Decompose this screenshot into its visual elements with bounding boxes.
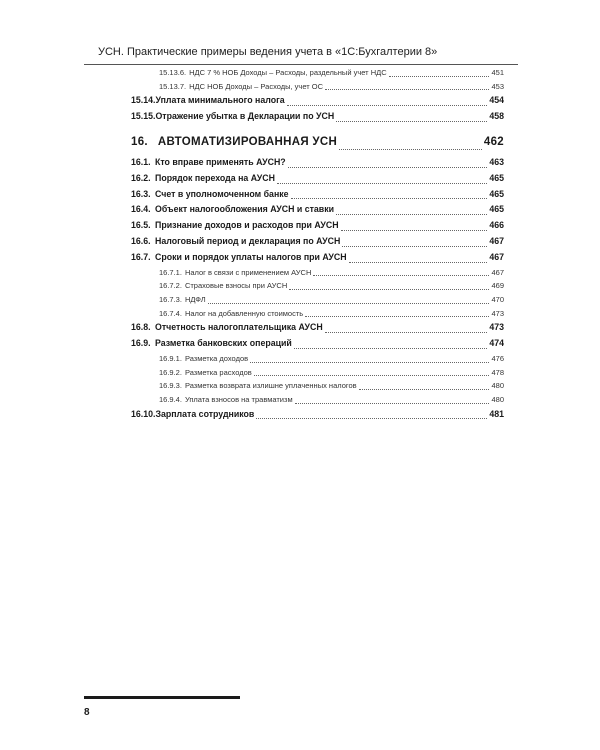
toc-entry-page: 454 [489,95,504,106]
toc-entry-page: 467 [489,235,504,246]
toc-entry-number: 15.15. [131,111,156,122]
dot-leader [287,105,488,106]
toc-entry[interactable] [131,131,504,153]
dot-leader [339,149,482,150]
toc-entry[interactable] [131,307,504,321]
toc-entry[interactable] [131,336,504,352]
toc-entry-title: Разметка банковских операций [155,338,292,349]
dot-leader [359,389,490,390]
toc-entry[interactable] [131,266,504,280]
table-of-contents [131,66,504,422]
toc-entry-number: 16.7.3. [159,294,182,304]
toc-entry-title: Уплата взносов на травматизм [184,394,293,404]
toc-entry-number: 16.9.4. [159,394,182,404]
toc-entry-number: 16.10. [131,408,156,419]
toc-entry-title: Отчетность налогоплательщика АУСН [155,322,323,333]
toc-entry-number: 15.13.6. [159,68,187,77]
toc-entry-page: 467 [489,251,504,262]
toc-entry-page: 458 [489,111,504,122]
toc-entry[interactable] [131,393,504,407]
toc-entry-page: 451 [491,68,504,77]
toc-entry[interactable] [131,80,504,94]
toc-entry[interactable] [131,187,504,203]
toc-entry-title: НДС НОБ Доходы – Расходы, учет ОС [189,81,324,91]
toc-entry-page: 476 [491,353,504,363]
toc-entry-number: 16.9.3. [159,381,182,391]
toc-entry-page: 480 [491,381,504,391]
toc-entry-page: 465 [489,188,504,199]
toc-entry[interactable] [131,93,504,109]
toc-entry-number: 16.1. [131,156,151,167]
toc-entry-page: 470 [491,294,504,304]
toc-entry[interactable] [131,320,504,336]
toc-entry-number: 16.6. [131,235,151,246]
toc-entry-page: 469 [491,281,504,291]
toc-entry-number: 16.7.1. [159,267,182,277]
toc-entry-title: Зарплата сотрудников [155,408,255,419]
toc-entry-number: 16.8. [131,322,151,333]
toc-entry-title: Страховые взносы при АУСН [184,281,288,291]
toc-entry-number: 16.7.4. [159,308,182,318]
toc-entry-number: 15.13.7. [159,81,187,91]
toc-entry-page: 474 [489,338,504,349]
toc-entry-page: 453 [491,81,504,91]
dot-leader [325,332,488,333]
dot-leader [325,89,489,90]
toc-entry-title: Сроки и порядок уплаты налогов при АУСН [155,251,347,262]
toc-entry-title: Отражение убытка в Декларации по УСН [155,111,335,122]
toc-entry-title: Счет в уполномоченном банке [155,188,289,199]
dot-leader [295,403,490,404]
footer-rule [84,696,240,699]
dot-leader [336,121,487,122]
toc-entry-title: Налог на добавленную стоимость [184,308,304,318]
toc-entry-page: 465 [489,172,504,183]
dot-leader [336,214,487,215]
toc-entry[interactable] [131,109,504,125]
toc-entry-title: Налог в связи с применением АУСН [184,267,312,277]
toc-entry[interactable] [131,171,504,187]
dot-leader [341,230,488,231]
toc-entry-number: 16. [131,135,148,148]
toc-entry[interactable] [131,293,504,307]
toc-entry-page: 473 [489,322,504,333]
toc-entry-page: 480 [491,394,504,404]
dot-leader [389,76,490,77]
toc-entry[interactable] [131,366,504,380]
toc-entry-title: НДФЛ [184,294,206,304]
toc-entry-number: 16.7.2. [159,281,182,291]
toc-entry[interactable] [131,279,504,293]
dot-leader [277,183,487,184]
page-number: 8 [84,707,90,718]
toc-entry-page: 478 [491,367,504,377]
toc-entry[interactable] [131,379,504,393]
toc-entry-number: 16.2. [131,172,151,183]
running-head: УСН. Практические примеры ведения учета в «1С:Бухгалтерии 8» [98,46,438,58]
toc-entry-title: Разметка доходов [184,353,249,363]
dot-leader [208,303,490,304]
dot-leader [250,362,489,363]
toc-entry[interactable] [131,250,504,266]
toc-entry-page: 465 [489,204,504,215]
toc-entry-number: 16.9.2. [159,367,182,377]
dot-leader [294,348,487,349]
toc-entry-title: Налоговый период и декларация по АУСН [155,235,341,246]
toc-entry-page: 467 [491,267,504,277]
toc-entry[interactable] [131,352,504,366]
toc-entry-number: 16.3. [131,188,151,199]
dot-leader [342,246,487,247]
toc-entry-title: Порядок перехода на АУСН [155,172,275,183]
toc-entry-page: 466 [489,220,504,231]
toc-entry-number: 16.9.1. [159,353,182,363]
toc-entry-page: 473 [491,308,504,318]
toc-entry[interactable] [131,66,504,80]
dot-leader [288,167,488,168]
toc-entry-number: 16.7. [131,251,151,262]
toc-entry-number: 16.4. [131,204,151,215]
dot-leader [289,289,489,290]
toc-entry-title: АВТОМАТИЗИРОВАННАЯ УСН [157,135,338,148]
toc-entry-title: Разметка возврата излишне уплаченных налогов [184,381,357,391]
toc-entry-number: 15.14. [131,95,156,106]
toc-entry[interactable] [131,202,504,218]
toc-entry-page: 481 [489,408,504,419]
toc-entry[interactable] [131,155,504,171]
toc-entry-title: Разметка расходов [184,367,252,377]
toc-entry-number: 16.9. [131,338,151,349]
header-rule [84,64,518,65]
toc-entry[interactable] [131,218,504,234]
toc-entry-number: 16.5. [131,220,151,231]
toc-entry-title: Кто вправе применять АУСН? [155,156,286,167]
toc-entry[interactable] [131,407,504,423]
dot-leader [349,262,488,263]
dot-leader [291,198,488,199]
dot-leader [305,316,489,317]
toc-entry-page: 462 [483,135,504,148]
dot-leader [313,275,489,276]
dot-leader [256,418,487,419]
toc-entry-title: Уплата минимального налога [155,95,285,106]
toc-entry-page: 463 [489,156,504,167]
toc-entry-title: НДС 7 % НОБ Доходы – Расходы, раздельный учет НДС [189,68,387,77]
dot-leader [254,375,490,376]
toc-entry[interactable] [131,234,504,250]
toc-entry-title: Признание доходов и расходов при АУСН [155,220,339,231]
toc-entry-title: Объект налогообложения АУСН и ставки [155,204,335,215]
